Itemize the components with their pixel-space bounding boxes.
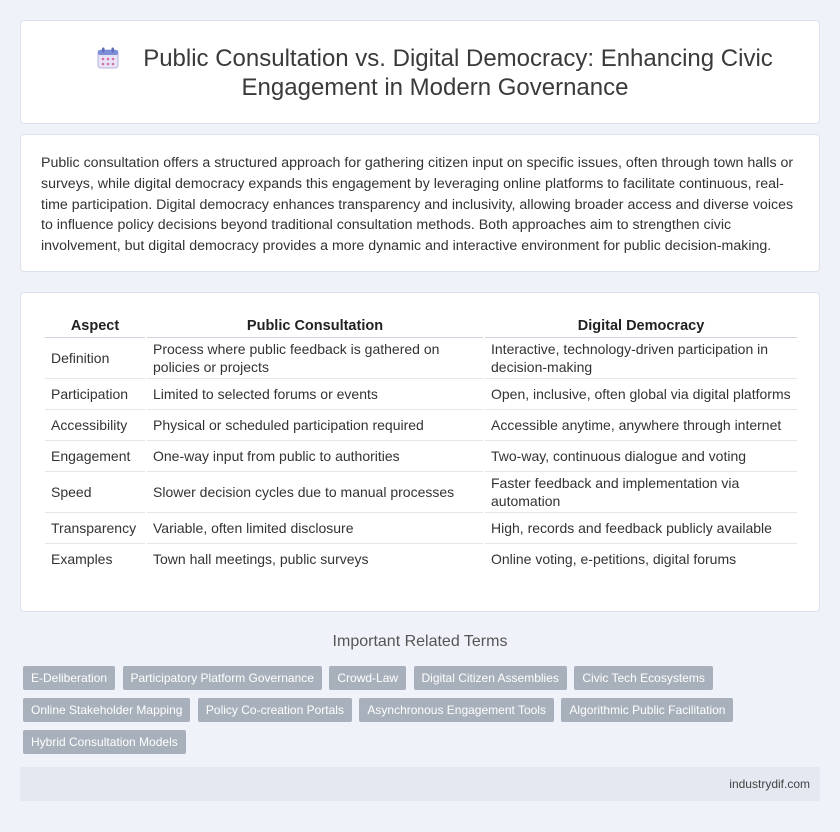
- table-row: [45, 441, 797, 472]
- tag-e-deliberation[interactable]: E-Deliberation: [23, 666, 115, 690]
- digital-democracy-cell: Interactive, technology-driven participation in decision-making: [485, 338, 797, 379]
- table-row: [45, 338, 797, 379]
- public-consultation-cell: Physical or scheduled participation required: [147, 410, 483, 441]
- public-consultation-cell: One-way input from public to authorities: [147, 441, 483, 472]
- summary-text: Public consultation offers a structured approach for gathering citizen input on specific issues, often through town halls or surveys, while digital democracy expands this engagement by leveraging online platforms to facilitate continuous, real-time participation. Digital democracy enhances transparency and inclusivity, allowing broader access and diverse voices to influence policy decisions beyond traditional consultation methods. Both approaches aim to strengthen civic involvement, but digital democracy provides a more dynamic and interactive environment for public decision-making.: [41, 155, 794, 255]
- tag-asynchronous-engagement-tools[interactable]: Asynchronous Engagement Tools: [359, 698, 554, 722]
- digital-democracy-cell: Two-way, continuous dialogue and voting: [485, 441, 797, 472]
- page-title-wrap: [81, 44, 789, 102]
- aspect-cell: Accessibility: [45, 410, 145, 441]
- title-card: [20, 20, 820, 124]
- table-row: [45, 472, 797, 513]
- header-public-consultation: Public Consultation: [147, 312, 483, 338]
- table-row: [45, 379, 797, 410]
- public-consultation-cell: Slower decision cycles due to manual processes: [147, 472, 483, 513]
- summary-card: [20, 134, 820, 272]
- page-title: Public Consultation vs. Digital Democracy: Enhancing Civic Engagement in Modern Governance: [143, 45, 773, 101]
- aspect-cell: Engagement: [45, 441, 145, 472]
- comparison-card: [20, 292, 820, 612]
- digital-democracy-cell: Open, inclusive, often global via digital platforms: [485, 379, 797, 410]
- digital-democracy-cell: Accessible anytime, anywhere through internet: [485, 410, 797, 441]
- aspect-cell: Participation: [45, 379, 145, 410]
- tag-participatory-platform-governance[interactable]: Participatory Platform Governance: [123, 666, 322, 690]
- public-consultation-cell: Limited to selected forums or events: [147, 379, 483, 410]
- footer-site[interactable]: industrydif.com: [729, 777, 810, 791]
- tag-algorithmic-public-facilitation[interactable]: Algorithmic Public Facilitation: [561, 698, 733, 722]
- aspect-cell: Transparency: [45, 513, 145, 544]
- tag-hybrid-consultation-models[interactable]: Hybrid Consultation Models: [23, 730, 186, 754]
- related-terms-title: Important Related Terms: [332, 633, 508, 650]
- calendar-icon: [97, 47, 119, 69]
- digital-democracy-cell: Online voting, e-petitions, digital forums: [491, 551, 737, 567]
- related-terms-tags: [23, 666, 823, 762]
- tag-crowd-law[interactable]: Crowd-Law: [329, 666, 406, 690]
- comparison-table: [43, 312, 799, 574]
- table-header-row: [45, 312, 797, 338]
- digital-democracy-cell: High, records and feedback publicly available: [485, 513, 797, 544]
- public-consultation-cell: Town hall meetings, public surveys: [153, 551, 369, 567]
- table-row: [45, 544, 797, 574]
- tag-policy-co-creation-portals[interactable]: Policy Co-creation Portals: [198, 698, 352, 722]
- aspect-cell: Speed: [45, 472, 145, 513]
- aspect-cell: Examples: [51, 551, 113, 567]
- tag-civic-tech-ecosystems[interactable]: Civic Tech Ecosystems: [574, 666, 712, 690]
- header-digital-democracy: Digital Democracy: [485, 312, 797, 338]
- aspect-cell: Definition: [45, 338, 145, 379]
- table-row: [45, 513, 797, 544]
- tag-digital-citizen-assemblies[interactable]: Digital Citizen Assemblies: [414, 666, 567, 690]
- digital-democracy-cell: Faster feedback and implementation via automation: [485, 472, 797, 513]
- header-aspect: Aspect: [45, 312, 145, 338]
- public-consultation-cell: Variable, often limited disclosure: [147, 513, 483, 544]
- footer: [20, 767, 820, 801]
- table-row: [45, 410, 797, 441]
- tag-online-stakeholder-mapping[interactable]: Online Stakeholder Mapping: [23, 698, 190, 722]
- public-consultation-cell: Process where public feedback is gathered on policies or projects: [147, 338, 483, 379]
